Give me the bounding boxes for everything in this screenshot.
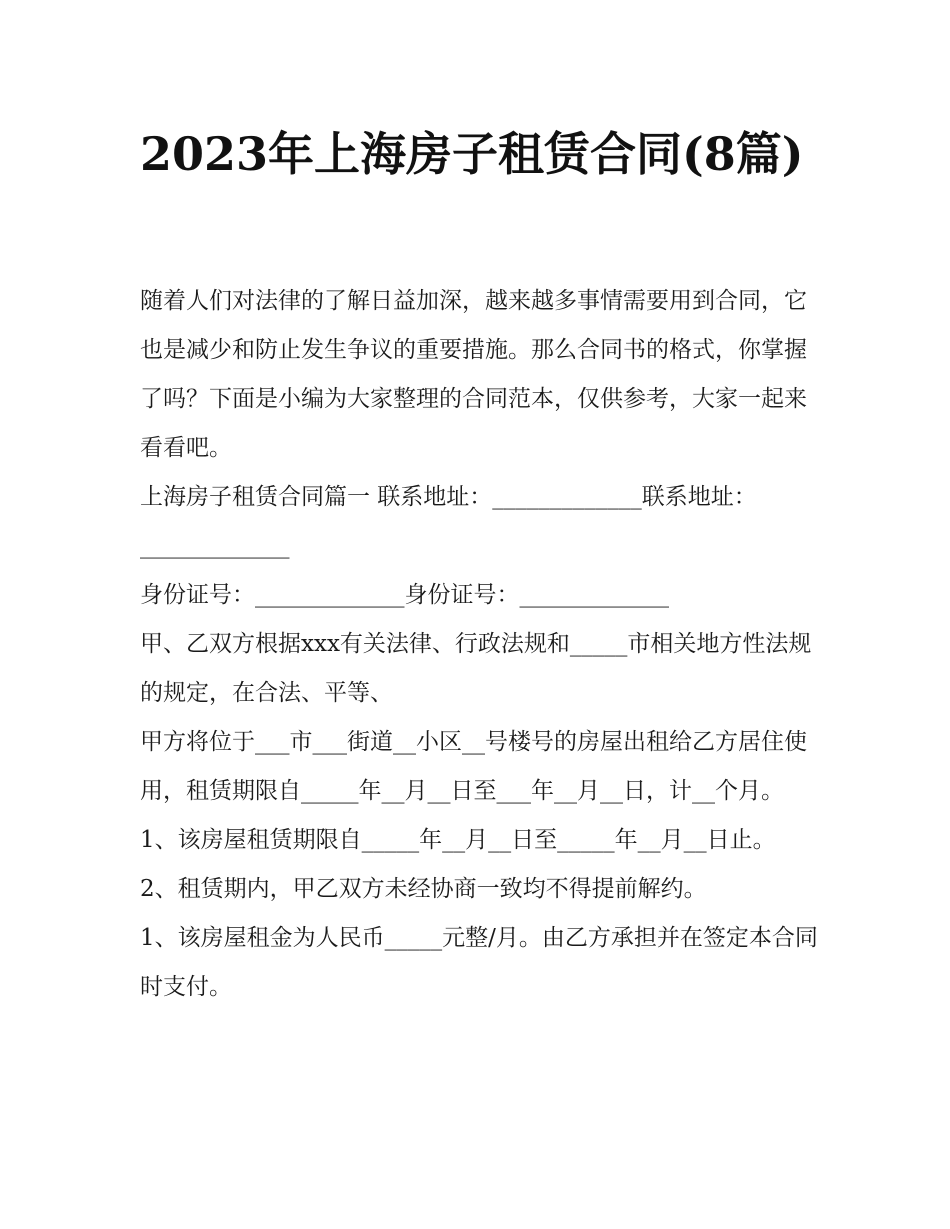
- property-location-paragraph: 甲方将位于___市___街道__小区__号楼号的房屋出租给乙方居住使用，租赁期限自_____年__月__日至___年__月__日，计__个月。: [140, 729, 807, 804]
- id-number-line: 身份证号：_____________身份证号：_____________: [140, 582, 669, 608]
- lease-term-paragraph: 1、该房屋租赁期限自_____年__月__日至_____年__月__日止。 2、租赁期内，甲乙双方未经协商一致均不得提前解约。: [140, 827, 783, 902]
- contact-address-line: 上海房子租赁合同篇一 联系地址：_____________联系地址：_____________: [140, 484, 757, 559]
- rent-paragraph: 1、该房屋租金为人民币_____元整/月。由乙方承担并在签定本合同时支付。: [140, 925, 818, 1000]
- intro-paragraph: 随着人们对法律的了解日益加深，越来越多事情需要用到合同，它也是减少和防止发生争议的重要措施。那么合同书的格式，你掌握了吗？下面是小编为大家整理的合同范本，仅供参考，大家一起来看看吧。: [140, 288, 807, 461]
- document-body: [140, 277, 820, 1012]
- legal-basis-paragraph: 甲、乙双方根据xxx有关法律、行政法规和_____市相关地方性法规的规定，在合法、平等、: [140, 631, 812, 706]
- document-title: 2023年上海房子租赁合同(8篇): [140, 127, 804, 181]
